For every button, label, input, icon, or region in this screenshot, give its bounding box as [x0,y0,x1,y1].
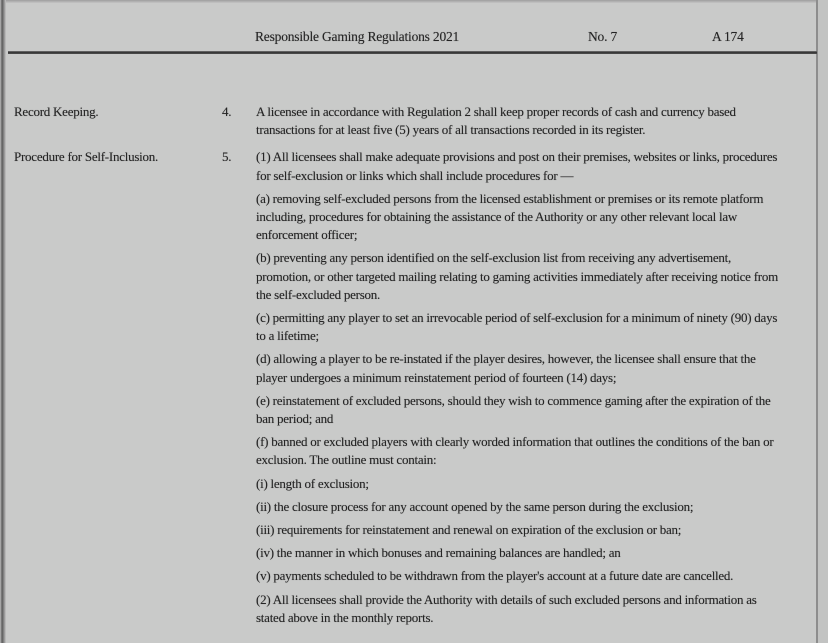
document-body [0,103,828,636]
regulation-paragraph: A licensee in accordance with Regulation 2 shall keep proper records of cash and currency based transactions for at least five (5) years of all transactions recorded in its register. [256,104,736,138]
regulation-paragraph: (iv) the manner in which bonuses and remaining balances are handled; an [256,545,621,561]
section-number: 5. [222,149,232,165]
section-paragraphs [256,148,778,627]
regulation-paragraph: (2) All licensees shall provide the Authority with details of such excluded persons and information as stated above in the monthly reports. [256,591,757,625]
regulation-paragraph: (c) permitting any player to set an irrevocable period of self-exclusion for a minimum of ninety (90) days to a lifetime; [256,310,778,344]
regulation-paragraph: (v) payments scheduled to be withdrawn from the player's account at a future date are cancelled. [256,568,734,584]
regulation-paragraph: (e) reinstatement of excluded persons, should they wish to commence gaming after the expiration of the ban period; and [256,392,771,427]
regulation-section-5 [0,148,828,627]
running-header-title: Responsible Gaming Regulations 2021 [255,29,460,44]
header-rule [8,51,817,54]
section-paragraphs [256,103,778,139]
regulation-paragraph: (iii) requirements for reinstatement and renewal on expiration of the exclusion or ban; [256,522,682,538]
regulation-paragraph: (i) length of exclusion; [256,475,369,491]
margin-label: Procedure for Self-Inclusion. [14,149,159,165]
section-number: 4. [222,104,232,119]
regulation-paragraph: (b) preventing any person identified on the self-exclusion list from receiving any advertisement, promotion, or other targeted mailing relating to gaming activities immediately after receiving notice from the self-excluded person. [256,250,778,302]
regulation-paragraph: (f) banned or excluded players with clearly worded information that outlines the conditions of the ban or exclusion. The outline must contain: [256,434,774,468]
header-page-number: A 174 [712,29,744,44]
running-header [0,29,828,47]
regulation-paragraph: (ii) the closure process for any account opened by the same person during the exclusion; [256,498,694,514]
margin-label: Record Keeping. [14,104,99,119]
regulation-paragraph: (1) All licensees shall make adequate provisions and post on their premises, websites or links, procedures for self-exclusion or links which shall include procedures for — [256,149,778,183]
regulation-paragraph: (d) allowing a player to be re-instated if the player desires, however, the licensee shall ensure that the player undergoes a minimum reinstatement period of fourteen (14) days; [256,351,756,385]
regulation-section-4 [0,103,828,139]
header-issue-number: No. 7 [588,29,617,44]
page-top-edge [0,0,828,3]
regulation-paragraph: (a) removing self-excluded persons from the licensed establishment or premises or its remote platform including, procedures for obtaining the assistance of the Authority or any other relevant local law enforcement officer; [256,190,764,243]
